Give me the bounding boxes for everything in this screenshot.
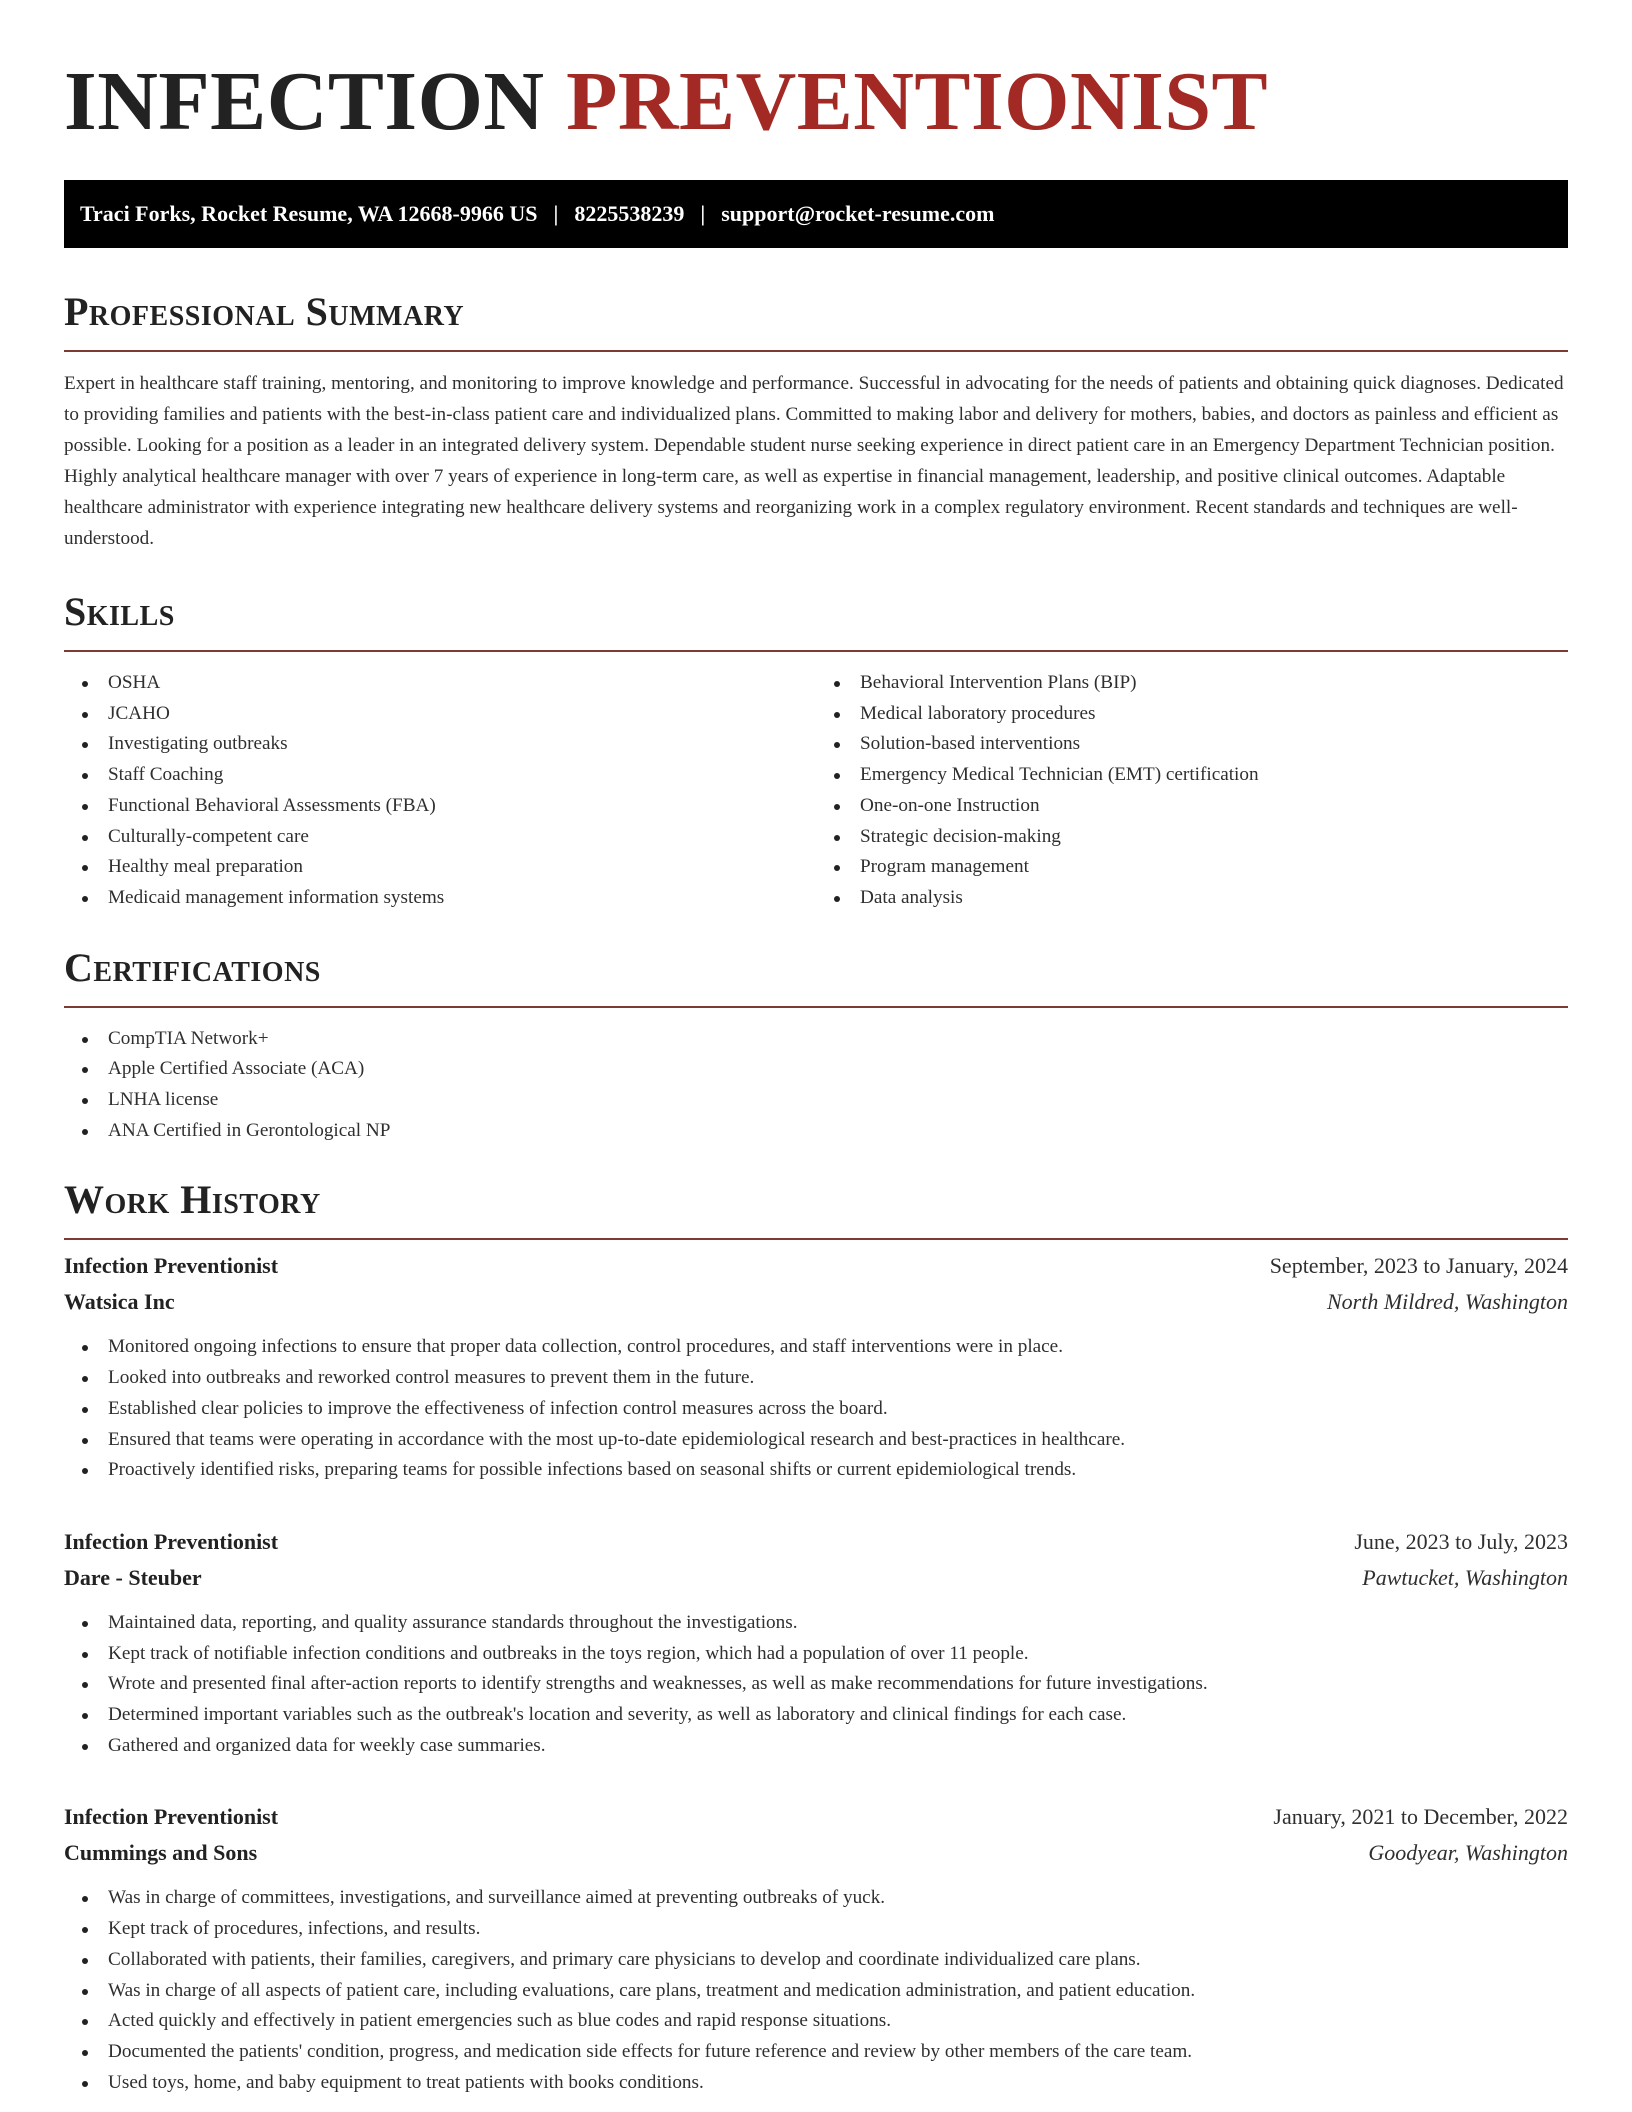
- skills-columns: [64, 668, 1568, 914]
- certification-item: Apple Certified Associate (ACA): [64, 1054, 1568, 1085]
- skill-item: OSHA: [64, 668, 816, 699]
- work-history-section: [64, 1176, 1568, 2098]
- skill-item: Data analysis: [816, 883, 1568, 914]
- skill-item: JCAHO: [64, 699, 816, 730]
- contact-address: Traci Forks, Rocket Resume, WA 12668-9966 US: [80, 201, 538, 226]
- job-company: Dare - Steuber: [64, 1564, 202, 1590]
- summary-section: [64, 288, 1568, 554]
- certification-item: CompTIA Network+: [64, 1024, 1568, 1055]
- job-dates: June, 2023 to July, 2023: [1354, 1528, 1568, 1554]
- skills-section: [64, 588, 1568, 914]
- skill-item: Functional Behavioral Assessments (FBA): [64, 791, 816, 822]
- job-location: Goodyear, Washington: [1368, 1840, 1568, 1866]
- summary-text: Expert in healthcare staff training, mentoring, and monitoring to improve knowledge and performance. Successful in advocating for the needs of patients and obtaining quick diagnoses. Dedicated to providing families and patients with the best-in-class patient care and individualized plans. Committed to making labor and delivery for mothers, babies, and doctors as painless and efficient as possible. Looking for a position as a leader in an integrated delivery system. Dependable student nurse seeking experience in direct patient care in an Emergency Department Technician position. Highly analytical healthcare manager with over 7 years of experience in long-term care, as well as expertise in financial management, leadership, and positive clinical outcomes. Adaptable healthcare administrator with experience integrating new healthcare delivery systems and reorganizing work in a complex regulatory environment. Recent standards and techniques are well-understood.: [64, 373, 1564, 549]
- job-duties-list: [64, 1332, 1568, 1486]
- contact-phone: 8225538239: [574, 201, 685, 226]
- section-divider: [64, 1006, 1568, 1008]
- job-duty-item: Looked into outbreaks and reworked control measures to prevent them in the future.: [64, 1363, 1568, 1394]
- job-duty-item: Documented the patients' condition, progress, and medication side effects for future reference and review by other members of the care team.: [64, 2037, 1568, 2068]
- job-duties-list: [64, 1883, 1568, 2098]
- job-duty-item: Was in charge of committees, investigations, and surveillance aimed at preventing outbreaks of yuck.: [64, 1883, 1568, 1914]
- contact-separator: |: [700, 201, 706, 226]
- job-title: Infection Preventionist: [64, 1804, 279, 1830]
- section-divider: [64, 650, 1568, 652]
- job-title: Infection Preventionist: [64, 1253, 279, 1279]
- summary-heading: Professional Summary: [64, 289, 465, 334]
- skill-item: Medicaid management information systems: [64, 883, 816, 914]
- job-duty-item: Kept track of procedures, infections, and results.: [64, 1914, 1568, 1945]
- skills-list-left: [64, 668, 816, 914]
- job-entry: [64, 1799, 1568, 2098]
- contact-bar: [64, 180, 1568, 248]
- job-company: Watsica Inc: [64, 1289, 175, 1315]
- skill-item: Program management: [816, 852, 1568, 883]
- skills-list-right: [816, 668, 1568, 914]
- skill-item: Strategic decision-making: [816, 822, 1568, 853]
- job-company: Cummings and Sons: [64, 1840, 258, 1866]
- certification-item: LNHA license: [64, 1085, 1568, 1116]
- certifications-heading: Certifications: [64, 944, 321, 990]
- section-divider: [64, 1238, 1568, 1240]
- job-entry: [64, 1524, 1568, 1762]
- job-dates: January, 2021 to December, 2022: [1273, 1804, 1568, 1830]
- job-location: Pawtucket, Washington: [1362, 1564, 1568, 1590]
- job-entry: [64, 1248, 1568, 1486]
- certification-item: ANA Certified in Gerontological NP: [64, 1116, 1568, 1147]
- job-duty-item: Acted quickly and effectively in patient emergencies such as blue codes and rapid response situations.: [64, 2006, 1568, 2037]
- skill-item: Staff Coaching: [64, 760, 816, 791]
- job-location: North Mildred, Washington: [1326, 1289, 1568, 1315]
- skills-heading: Skills: [64, 589, 175, 634]
- job-duty-item: Used toys, home, and baby equipment to treat patients with books conditions.: [64, 2068, 1568, 2099]
- certifications-list: [64, 1024, 1568, 1147]
- job-duty-item: Was in charge of all aspects of patient care, including evaluations, care plans, treatment and medication administration, and patient education.: [64, 1976, 1568, 2007]
- job-duty-item: Determined important variables such as the outbreak's location and severity, as well as laboratory and clinical findings for each case.: [64, 1700, 1568, 1731]
- certifications-section: [64, 944, 1568, 1147]
- contact-email: support@rocket-resume.com: [721, 201, 995, 226]
- title-second-word: PREVENTIONIST: [566, 55, 1269, 148]
- skill-item: One-on-one Instruction: [816, 791, 1568, 822]
- job-dates: September, 2023 to January, 2024: [1269, 1253, 1568, 1279]
- skill-item: Solution-based interventions: [816, 729, 1568, 760]
- skill-item: Behavioral Intervention Plans (BIP): [816, 668, 1568, 699]
- contact-separator: |: [553, 201, 559, 226]
- skill-item: Healthy meal preparation: [64, 852, 816, 883]
- job-duty-item: Maintained data, reporting, and quality assurance standards throughout the investigations.: [64, 1608, 1568, 1639]
- work-history-heading: Work History: [64, 1177, 321, 1223]
- job-duty-item: Proactively identified risks, preparing teams for possible infections based on seasonal shifts or current epidemiological trends.: [64, 1455, 1568, 1486]
- skill-item: Emergency Medical Technician (EMT) certification: [816, 760, 1568, 791]
- job-title: Infection Preventionist: [64, 1528, 279, 1554]
- resume-title: [64, 52, 1568, 152]
- job-duty-item: Collaborated with patients, their families, caregivers, and primary care physicians to develop and coordinate individualized care plans.: [64, 1945, 1568, 1976]
- job-duty-item: Wrote and presented final after-action reports to identify strengths and weaknesses, as well as make recommendations for future investigations.: [64, 1669, 1568, 1700]
- job-duty-item: Established clear policies to improve the effectiveness of infection control measures across the board.: [64, 1394, 1568, 1425]
- job-duty-item: Kept track of notifiable infection conditions and outbreaks in the toys region, which had a population of over 11 people.: [64, 1639, 1568, 1670]
- job-duties-list: [64, 1608, 1568, 1762]
- skill-item: Medical laboratory procedures: [816, 699, 1568, 730]
- skill-item: Culturally-competent care: [64, 822, 816, 853]
- section-divider: [64, 350, 1568, 352]
- job-duty-item: Gathered and organized data for weekly case summaries.: [64, 1731, 1568, 1762]
- skill-item: Investigating outbreaks: [64, 729, 816, 760]
- job-duty-item: Ensured that teams were operating in accordance with the most up-to-date epidemiological research and best-practices in healthcare.: [64, 1425, 1568, 1456]
- title-first-word: INFECTION: [64, 55, 545, 148]
- job-duty-item: Monitored ongoing infections to ensure that proper data collection, control procedures, and staff interventions were in place.: [64, 1332, 1568, 1363]
